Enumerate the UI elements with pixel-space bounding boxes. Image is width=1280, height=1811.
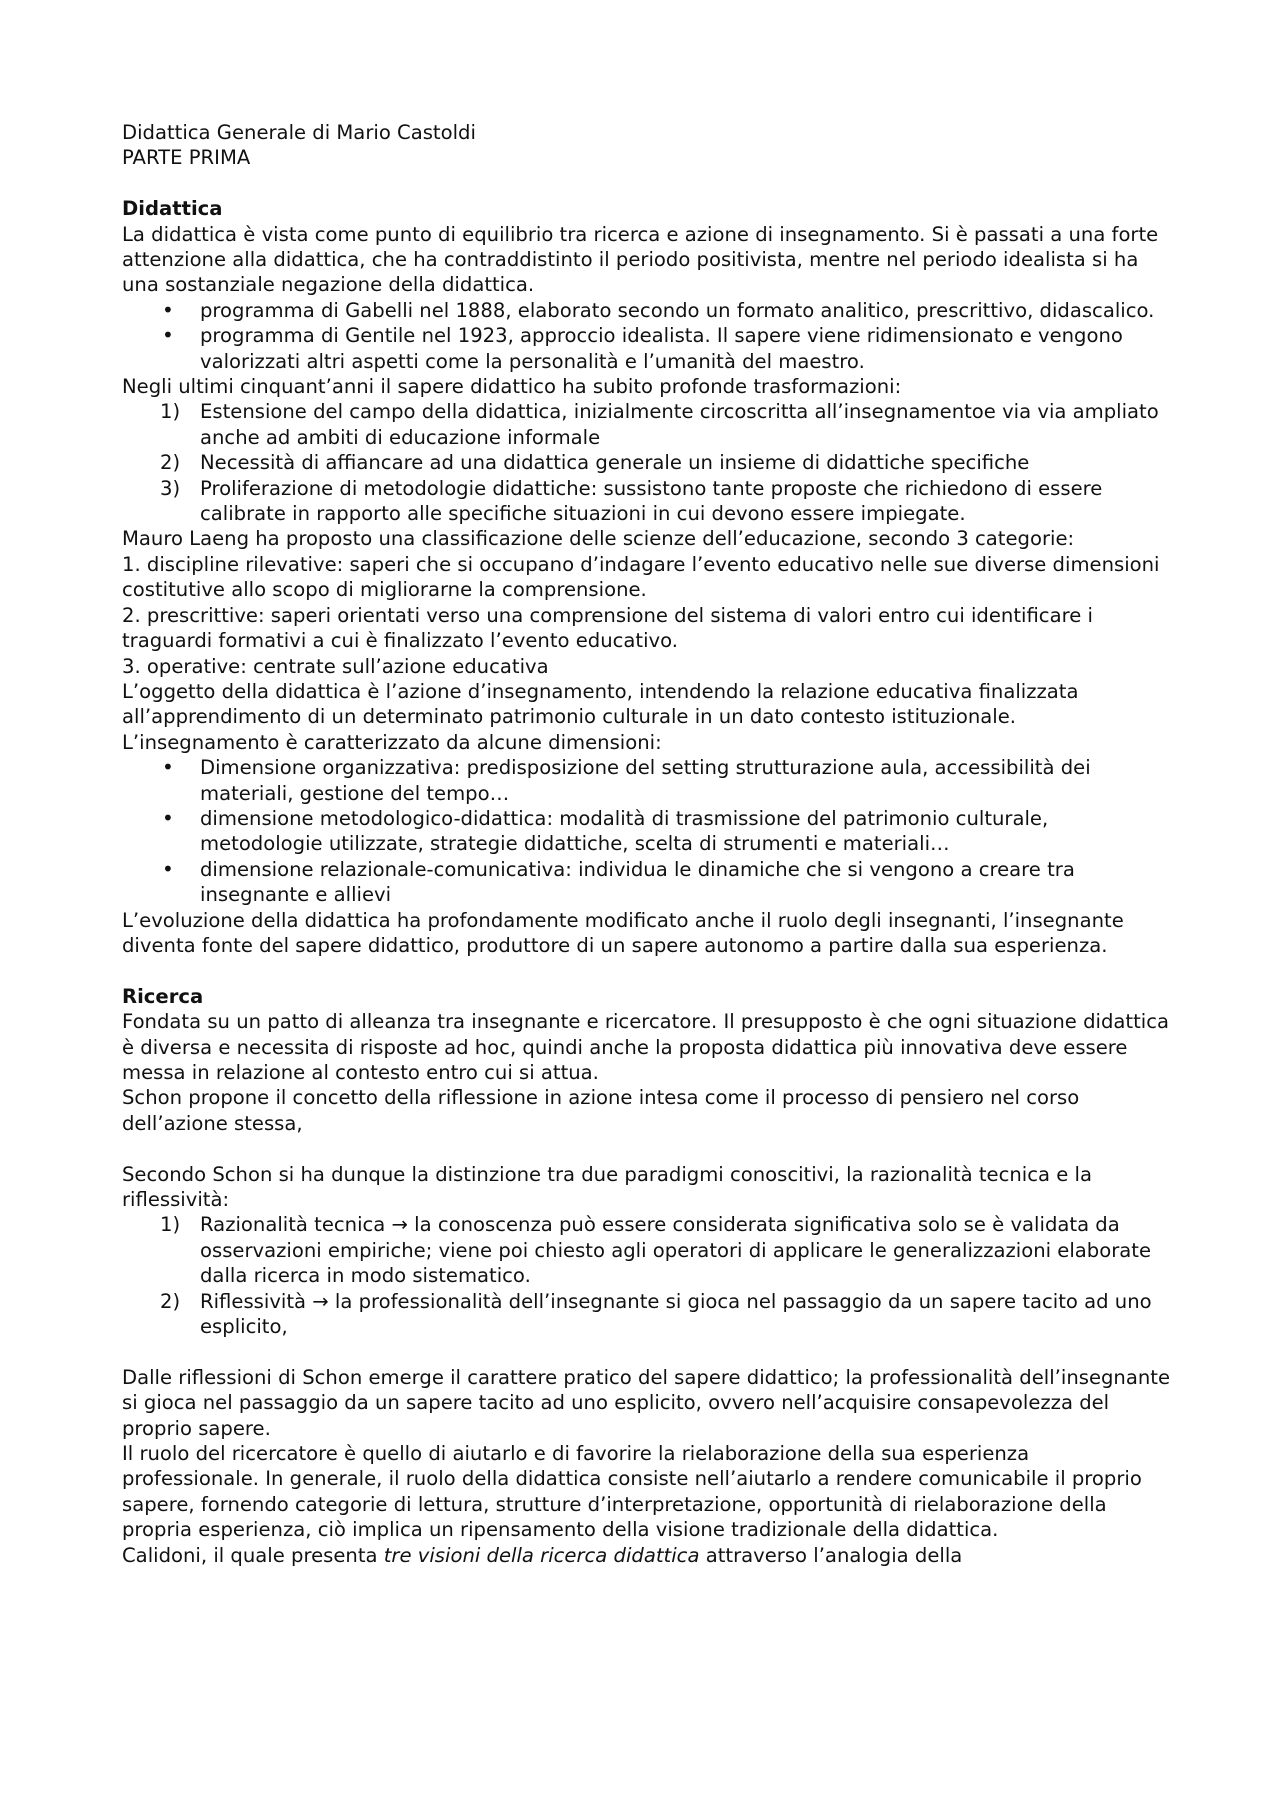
categoria-rilevative: 1. discipline rilevative: saperi che si occupano d’indagare l’evento educativo nelle sue diverse dimensioni costitutive allo scopo di migliorarne la comprensione.: [122, 552, 1160, 602]
italic-text: tre visioni della ricerca didattica: [383, 1543, 700, 1567]
heading-didattica: Didattica: [122, 197, 223, 221]
paragraph-oggetto: L’oggetto della didattica è l’azione d’insegnamento, intendendo la relazione educativa finalizzata all’apprendimento di un determinato patrimonio culturale in un dato contesto istituzionale.: [122, 679, 1079, 729]
paragraph-riflessioni: Dalle riflessioni di Schon emerge il carattere pratico del sapere didattico; la professionalità dell’insegnante si gioca nel passaggio da un sapere tacito ad uno esplicito, ovvero nell’acquisire consapevolezza del proprio sapere.: [122, 1365, 1171, 1440]
list-item: • Dimensione organizzativa: predisposizione del setting strutturazione aula, accessibilità dei materiali, gestione del tempo…: [122, 755, 1172, 806]
paragraph-intro: La didattica è vista come punto di equilibrio tra ricerca e azione di insegnamento. Si è passati a una forte attenzione alla didattica, che ha contraddistinto il periodo positivista, mentre nel periodo idealista si ha una sostanziale negazione della didattica.: [122, 222, 1159, 297]
document-page: [122, 120, 1172, 1568]
paragraph-dimensioni: L’insegnamento è caratterizzato da alcune dimensioni:: [122, 730, 662, 754]
paragraph-laeng: Mauro Laeng ha proposto una classificazione delle scienze dell’educazione, secondo 3 categorie:: [122, 527, 1075, 551]
list-item: • dimensione relazionale-comunicativa: individua le dinamiche che si vengono a creare tra insegnante e allievi: [122, 857, 1172, 908]
paragraph-ricercatore: Il ruolo del ricercatore è quello di aiutarlo e di favorire la rielaborazione della sua esperienza professionale. In generale, il ruolo della didattica consiste nell’aiutarlo a rendere comunicabile il proprio sapere, fornendo categorie di lettura, strutture d’interpretazione, opportunità di rielaborazione della propria esperienza, ciò implica un ripensamento della visione tradizionale della didattica.: [122, 1442, 1142, 1542]
list-item: 1) Razionalità tecnica → la conoscenza può essere considerata significativa solo se è validata da osservazioni empiriche; viene poi chiesto agli operatori di applicare le generalizzazioni elaborate dalla ricerca in modo sistematico.: [160, 1213, 1152, 1288]
list-paradigmi: [122, 1212, 1172, 1339]
doc-title: Didattica Generale di Mario Castoldi: [122, 121, 476, 144]
paragraph-trasformazioni: Negli ultimi cinquant’anni il sapere didattico ha subito profonde trasformazioni:: [122, 375, 902, 399]
list-dimensioni: [122, 755, 1172, 907]
doc-part: PARTE PRIMA: [122, 146, 251, 170]
list-item: 2) Necessità di affiancare ad una didattica generale un insieme di didattiche specifiche: [160, 451, 1030, 475]
list-item: • programma di Gentile nel 1923, approccio idealista. Il sapere viene ridimensionato e vengono valorizzati altri aspetti come la personalità e l’umanità del maestro.: [122, 323, 1172, 374]
categoria-prescrittive: 2. prescrittive: saperi orientati verso una comprensione del sistema di valori entro cui identificare i traguardi formativi a cui è finalizzato l’evento educativo.: [122, 603, 1093, 653]
heading-ricerca: Ricerca: [122, 984, 204, 1008]
paragraph-patto: Fondata su un patto di alleanza tra insegnante e ricercatore. Il presupposto è che ogni situazione didattica è diversa e necessita di risposte ad hoc, quindi anche la proposta didattica più innovativa deve essere messa in relazione al contesto entro cui si attua.: [122, 1010, 1169, 1084]
list-item: • dimensione metodologico-didattica: modalità di trasmissione del patrimonio culturale, metodologie utilizzate, strategie didattiche, scelta di strumenti e materiali…: [122, 806, 1172, 857]
list-programmi: [122, 298, 1172, 374]
list-item: 2) Riflessività → la professionalità dell’insegnante si gioca nel passaggio da un sapere tacito ad uno esplicito,: [160, 1289, 1152, 1339]
list-item: • programma di Gabelli nel 1888, elaborato secondo un formato analitico, prescrittivo, didascalico.: [122, 298, 1172, 323]
list-item: 1) Estensione del campo della didattica, inizialmente circoscritta all’insegnamentoe via via ampliato anche ad ambiti di educazione informale: [160, 400, 1159, 449]
list-trasformazioni: [122, 399, 1172, 526]
paragraph-schon: Schon propone il concetto della riflessione in azione intesa come il processo di pensiero nel corso dell’azione stessa,: [122, 1086, 1080, 1135]
paragraph-calidoni: Calidoni, il quale presenta tre visioni della ricerca didattica attraverso l’analogia della: [122, 1543, 963, 1567]
categoria-operative: 3. operative: centrate sull’azione educativa: [122, 654, 549, 678]
list-item: 3) Proliferazione di metodologie didattiche: sussistono tante proposte che richiedono di essere calibrate in rapporto alle specifiche situazioni in cui devono essere impiegate.: [160, 476, 1103, 526]
paragraph-evoluzione: L’evoluzione della didattica ha profondamente modificato anche il ruolo degli insegnanti, l’insegnante diventa fonte del sapere didattico, produttore di un sapere autonomo a partire dalla sua esperienza.: [122, 908, 1124, 957]
paragraph-paradigmi: Secondo Schon si ha dunque la distinzione tra due paradigmi conoscitivi, la razionalità tecnica e la riflessività:: [122, 1162, 1092, 1212]
